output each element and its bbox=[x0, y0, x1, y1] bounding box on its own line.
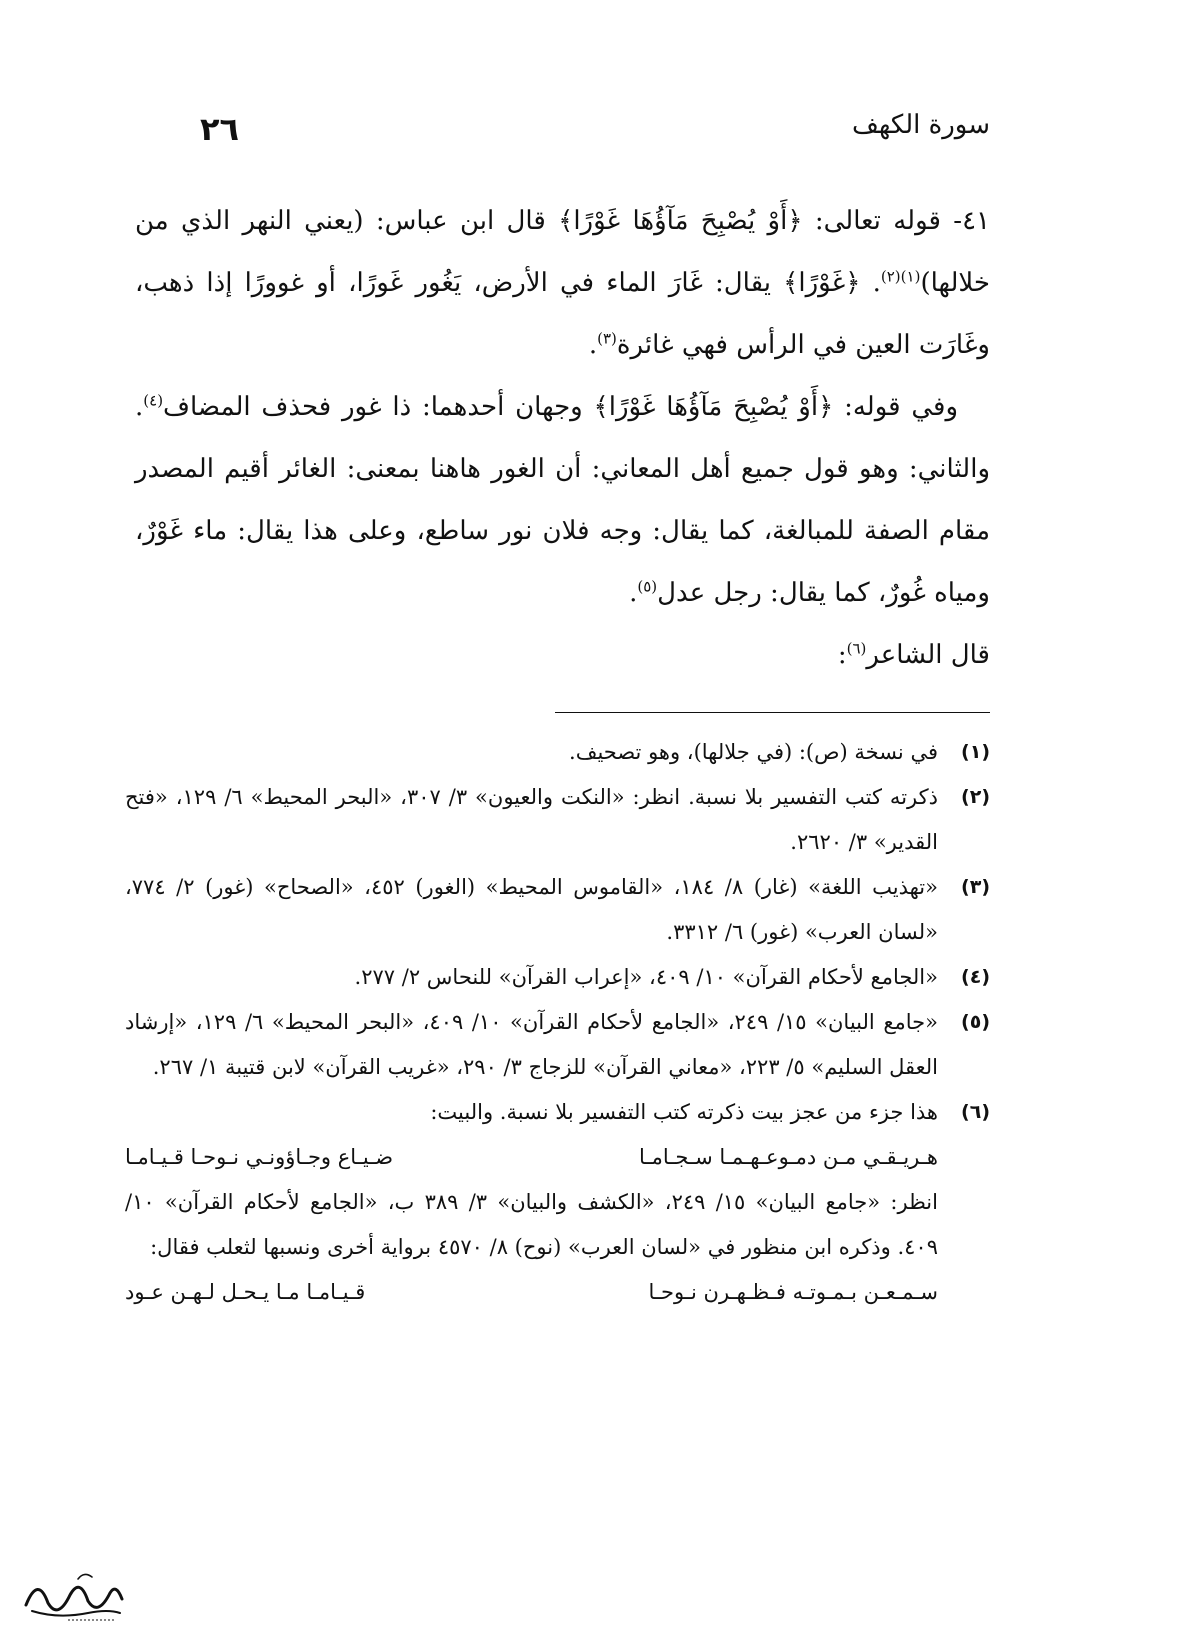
footnote-ref: (٥) bbox=[637, 577, 658, 596]
paragraph-1-text-b: . ﴿غَوْرًا﴾ يقال: غَارَ الماء في الأرض، يَغُور غَورًا، أو غوورًا إذا ذهب، وغَارَت العين في الرأس فهي غائرة bbox=[135, 268, 990, 360]
page-number: ٢٦ bbox=[200, 110, 240, 148]
footnote-text: «الجامع لأحكام القرآن» ١٠/ ٤٠٩، «إعراب القرآن» للنحاس ٢/ ٢٧٧. bbox=[354, 965, 938, 989]
poetry-verse-2 bbox=[125, 1270, 938, 1315]
paragraph-3-text: قال الشاعر bbox=[866, 640, 990, 670]
footnote-number: (٣) bbox=[961, 876, 990, 898]
footnotes bbox=[125, 730, 990, 1315]
paragraph-1 bbox=[135, 190, 990, 376]
verse-second-hemistich: ضـيـاع وجـاؤونـي نـوحـا قـيـامـا bbox=[125, 1145, 394, 1169]
poetry-verse-1 bbox=[125, 1135, 938, 1180]
verse-first-hemistich: هـريـقـي مـن دمـوعـهـمـا سـجـامـا bbox=[639, 1145, 938, 1169]
footnote-3 bbox=[125, 865, 990, 955]
surah-title: سورة الكهف bbox=[851, 110, 990, 140]
footnote-6-intro: هذا جزء من عجز بيت ذكرته كتب التفسير بلا نسبة. والبيت: bbox=[430, 1100, 938, 1124]
footnote-6-references: انظر: «جامع البيان» ١٥/ ٢٤٩، «الكشف والبيان» ٣/ ٣٨٩ ب، «الجامع لأحكام القرآن» ١٠/ ٤٠٩. وذكره ابن منظور في «لسان العرب» (نوح) ٨/ ٤٥٧٠ برواية أخرى ونسبها لثعلب فقال: bbox=[125, 1190, 938, 1259]
footnote-number: (٤) bbox=[961, 966, 990, 988]
footnote-number: (٦) bbox=[961, 1101, 990, 1123]
footnote-2 bbox=[125, 775, 990, 865]
footnote-ref: (٤) bbox=[143, 391, 164, 410]
verse-first-hemistich: سـمـعـن بـمـوتـه فـظـهـرن نـوحـا bbox=[648, 1280, 938, 1304]
footnote-1 bbox=[125, 730, 990, 775]
verse-second-hemistich: قـيـامـا مـا يـحـل لـهـن عـود bbox=[125, 1280, 366, 1304]
footnote-text: «تهذيب اللغة» (غار) ٨/ ١٨٤، «القاموس المحيط» (الغور) ٤٥٢، «الصحاح» (غور) ٢/ ٧٧٤، «لسان العرب» (غور) ٦/ ٣٣١٢. bbox=[125, 875, 938, 944]
paragraph-2 bbox=[135, 376, 990, 624]
footnote-ref: (٦) bbox=[846, 639, 867, 658]
main-text bbox=[135, 190, 990, 686]
paragraph-3-text-b: : bbox=[837, 640, 847, 670]
footnote-4 bbox=[125, 955, 990, 1000]
paragraph-1-text-c: . bbox=[588, 330, 598, 360]
paragraph-3 bbox=[135, 624, 990, 686]
footnote-5 bbox=[125, 1000, 990, 1090]
footnote-ref: (٣) bbox=[597, 329, 617, 348]
footnote-text bbox=[125, 1090, 938, 1315]
page-header bbox=[200, 110, 990, 160]
footnote-6 bbox=[125, 1090, 990, 1315]
footnote-number: (١) bbox=[961, 741, 990, 763]
footnote-text: «جامع البيان» ١٥/ ٢٤٩، «الجامع لأحكام القرآن» ١٠/ ٤٠٩، «البحر المحيط» ٦/ ١٢٩، «إرشاد العقل السليم» ٥/ ٢٢٣، «معاني القرآن» للزجاج ٣/ ٢٩٠، «غريب القرآن» لابن قتيبة ١/ ٢٦٧. bbox=[125, 1010, 938, 1079]
footnote-text: في نسخة (ص): (في جلالها)، وهو تصحيف. bbox=[569, 740, 938, 764]
paragraph-1-text: ٤١- قوله تعالى: ﴿أَوْ يُصْبِحَ مَآؤُهَا غَوْرًا﴾ قال ابن عباس: (يعني النهر الذي من خلالها) bbox=[135, 206, 990, 298]
publisher-logo bbox=[18, 1565, 128, 1625]
footnote-number: (٥) bbox=[961, 1011, 990, 1033]
footnote-text: ذكرته كتب التفسير بلا نسبة. انظر: «النكت والعيون» ٣/ ٣٠٧، «البحر المحيط» ٦/ ١٢٩، «فتح القدير» ٣/ ٢٦٢٠. bbox=[125, 785, 938, 854]
footnote-number: (٢) bbox=[961, 786, 990, 808]
paragraph-2-text-c: . bbox=[629, 578, 638, 608]
footnote-ref: (١)(٢) bbox=[880, 267, 921, 286]
paragraph-2-text: وفي قوله: ﴿أَوْ يُصْبِحَ مَآؤُهَا غَوْرًا﴾ وجهان أحدهما: ذا غور فحذف المضاف bbox=[163, 392, 958, 422]
paragraph-2-text-b: . والثاني: وهو قول جميع أهل المعاني: أن الغور هاهنا بمعنى: الغائر أقيم المصدر مقام الصفة للمبالغة، كما يقال: وجه فلان نور ساطع، وعلى هذا يقال: ماء غَوْرٌ، ومياه غُورٌ، كما يقال: رجل عدل bbox=[135, 392, 990, 608]
footnote-separator bbox=[555, 712, 990, 713]
